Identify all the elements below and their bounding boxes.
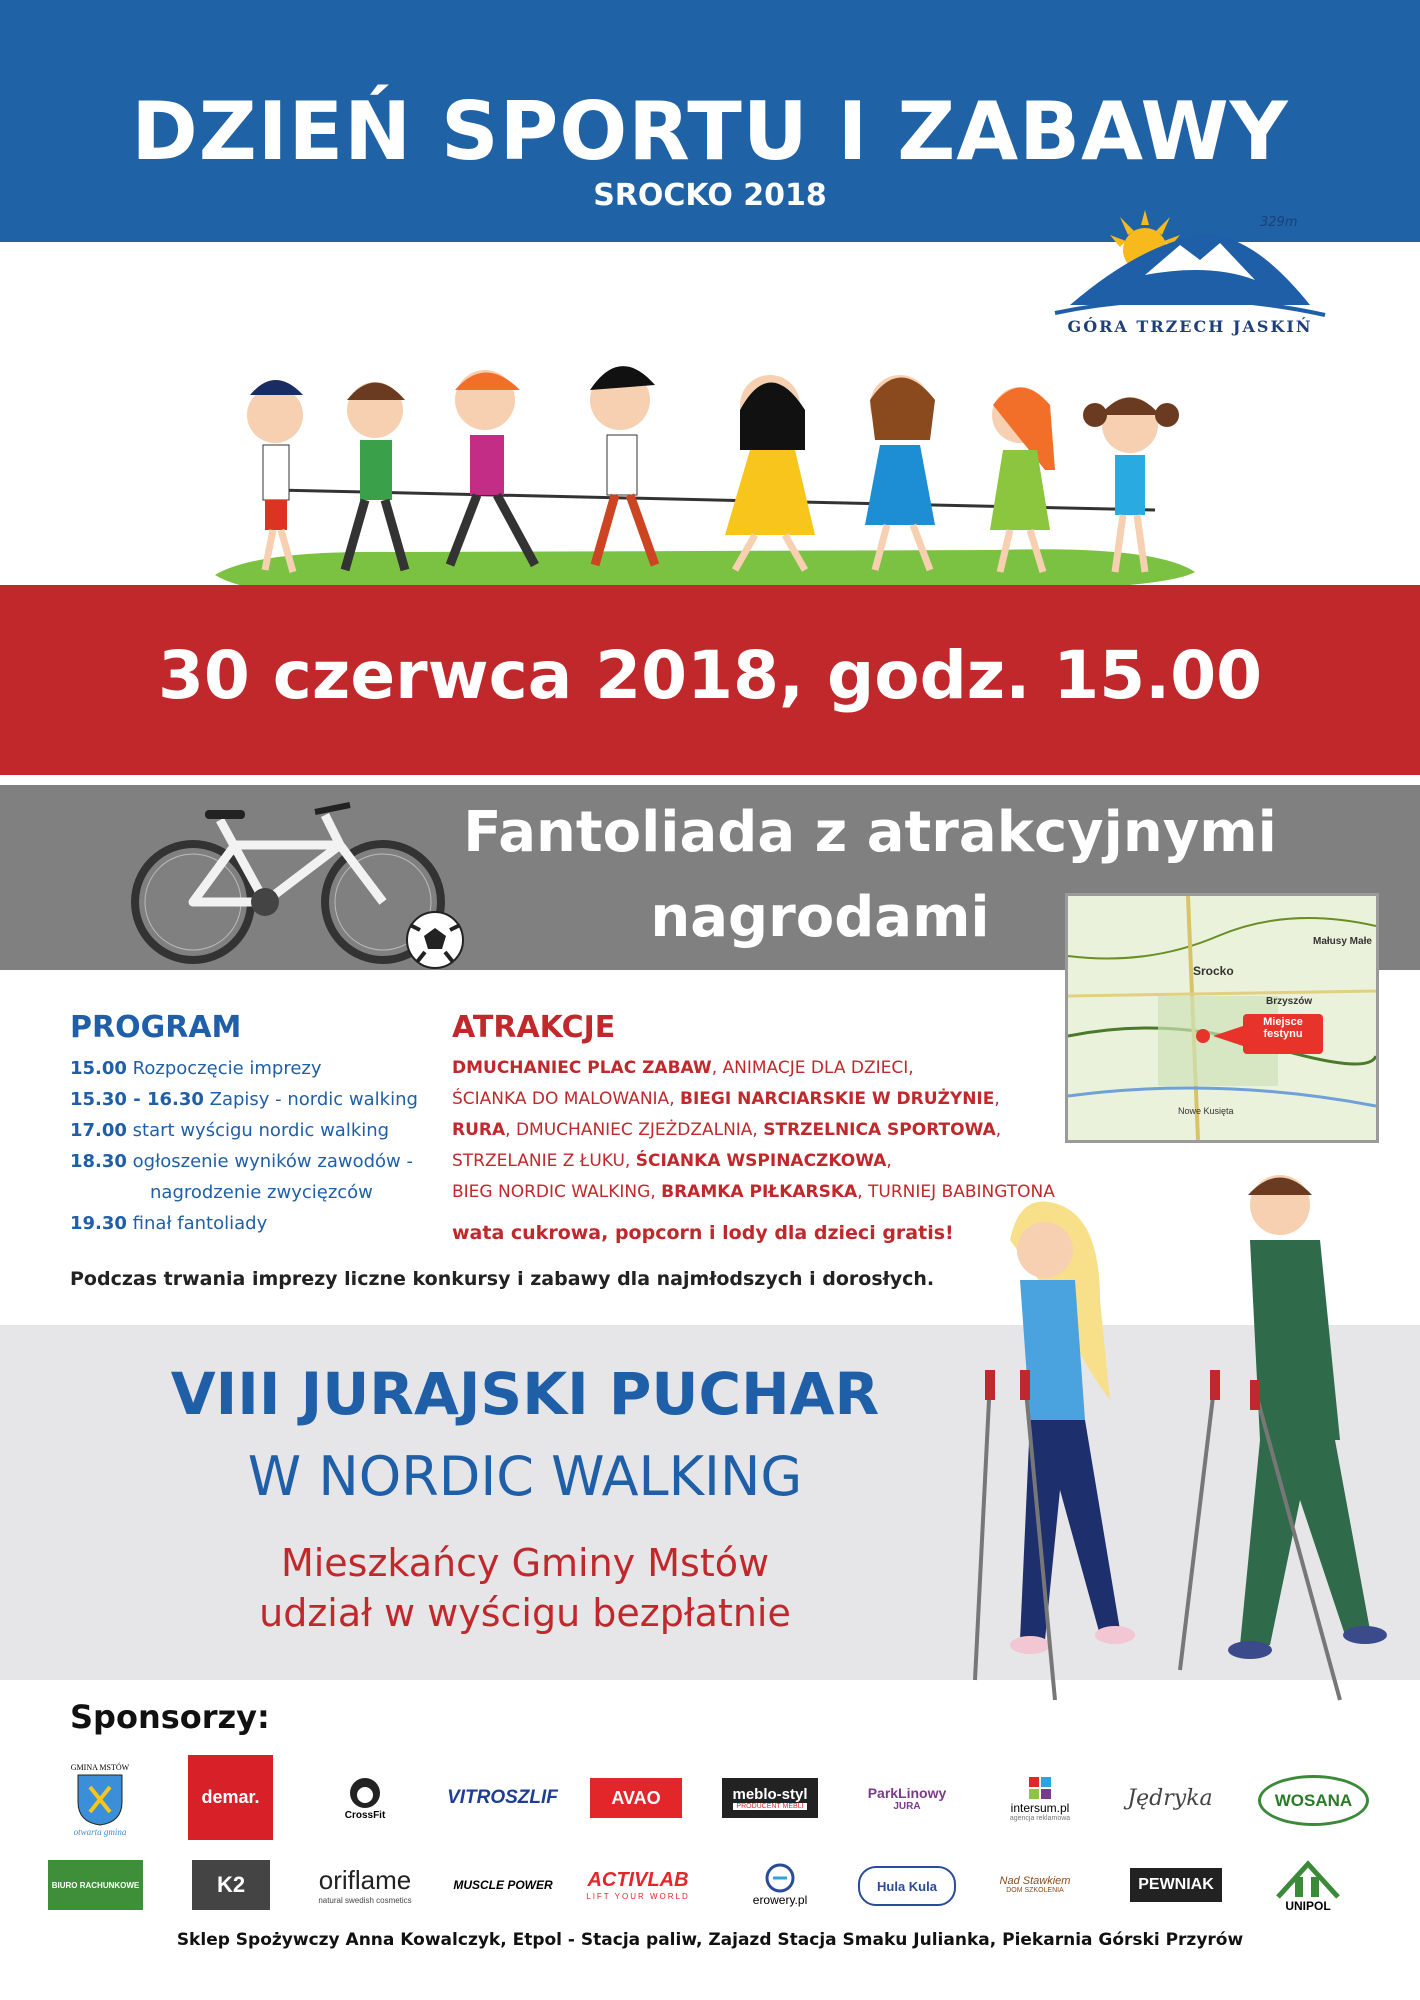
sponsor-nad-stawkiem: Nad Stawkiem DOM SZKOLENIA: [999, 1874, 1071, 1894]
atrakcje-line: BIEG NORDIC WALKING, BRAMKA PIŁKARSKA, TURNIEJ BABINGTONA: [452, 1182, 1055, 1202]
woman-walker-figure: [975, 1202, 1135, 1700]
kid-figure-5: [725, 375, 815, 570]
sponsor-unipol: UNIPOL: [1258, 1856, 1358, 1916]
atrakcje-line: STRZELANIE Z ŁUKU, ŚCIANKA WSPINACZKOWA,: [452, 1151, 892, 1171]
erowery-logo-icon: [765, 1863, 795, 1893]
sponsor-park-linowy: ParkLinowy JURA: [867, 1784, 947, 1812]
kid-figure-1: [247, 380, 303, 572]
sponsor-avao: AVAO: [590, 1778, 682, 1818]
sponsor-muscle-power: MUSCLE POWER: [453, 1878, 553, 1892]
cup-free-entry: Mieszkańcy Gminy Mstów udział w wyścigu bezpłatnie: [259, 1541, 791, 1635]
program-item: 17.00 start wyścigu nordic walking: [70, 1120, 390, 1141]
kid-figure-3: [450, 370, 535, 565]
sponsor-gmina-mstow: GMINA MSTÓW otwarta gmina: [70, 1763, 130, 1837]
date-banner: [0, 585, 1420, 775]
logo-text: GÓRA TRZECH JASKIŃ: [1067, 317, 1313, 336]
atrakcje-line: ŚCIANKA DO MALOWANIA, BIEGI NARCIARSKIE W DRUŻYNIE,: [452, 1089, 1000, 1109]
sponsor-demar: demar.: [188, 1755, 273, 1840]
sponsor-meblo-styl: meblo-styl PRODUCENT MEBLI: [722, 1778, 818, 1818]
kid-figure-8: [1083, 397, 1179, 572]
gratis-note: wata cukrowa, popcorn i lody dla dzieci gratis!: [452, 1222, 954, 1244]
cup-subtitle: W NORDIC WALKING: [247, 1445, 803, 1508]
sponsor-k2: K2: [192, 1860, 270, 1910]
kid-figure-6: [865, 375, 935, 570]
atrakcje-line: DMUCHANIEC PLAC ZABAW, ANIMACJE DLA DZIECI,: [452, 1058, 914, 1078]
sponsor-crossfit: CrossFit: [335, 1768, 395, 1828]
man-walker-figure: [1180, 1175, 1387, 1700]
atrakcje-heading: ATRAKCJE: [452, 1010, 616, 1045]
sponsor-pewniak: PEWNIAK: [1130, 1868, 1222, 1902]
page-subtitle: SROCKO 2018: [593, 178, 827, 213]
atrakcje-line: RURA, DMUCHANIEC ZJEŻDZALNIA, STRZELNICA SPORTOWA,: [452, 1120, 1002, 1140]
map-marker-label: Miejsce festynu: [1263, 1016, 1303, 1040]
sponsor-erowery: erowery.pl: [740, 1856, 820, 1914]
fantoliada-line1: Fantoliada z atrakcyjnymi: [463, 800, 1277, 865]
sponsor-biuro-rachunkowe: BIURO RACHUNKOWE: [48, 1860, 143, 1910]
program-item: nagrodzenie zwycięzców: [150, 1182, 373, 1203]
program-item: 19.30 finał fantoliady: [70, 1213, 268, 1234]
sponsor-oriflame: oriflame natural swedish cosmetics: [318, 1865, 412, 1905]
sponsors-heading: Sponsorzy:: [70, 1698, 270, 1736]
nordic-walkers-illustration: [950, 1160, 1390, 1720]
sponsor-hula-kula: Hula Kula: [858, 1866, 956, 1906]
program-item: 15.00 Rozpoczęcie imprezy: [70, 1058, 322, 1079]
event-date: 30 czerwca 2018, godz. 15.00: [157, 637, 1263, 714]
fantoliada-line2: nagrodami: [650, 885, 990, 950]
map-label: Małusy Małe: [1313, 936, 1372, 947]
kid-figure-4: [590, 366, 655, 565]
bicycle-icon: [135, 805, 441, 960]
kids-tug-of-war-illustration: [215, 360, 1215, 620]
sponsor-activlab: ACTIVLAB LIFT YOUR WORLD: [586, 1869, 690, 1901]
program-section: [70, 1010, 470, 1239]
gora-trzech-jaskin-logo: [1050, 205, 1330, 350]
altitude-label: 329m: [1260, 215, 1298, 230]
program-item: 18.30 ogłoszenie wyników zawodów -: [70, 1151, 413, 1172]
kid-figure-2: [345, 382, 405, 570]
map-label: Brzyszów: [1266, 996, 1313, 1007]
sponsor-jedryka: Jędryka: [1127, 1785, 1213, 1811]
map-label: Srocko: [1193, 964, 1234, 978]
intersum-logo-icon: [1027, 1775, 1053, 1801]
contests-note: Podczas trwania imprezy liczne konkursy i zabawy dla najmłodszych i dorosłych.: [70, 1268, 935, 1290]
cup-title: VIII JURAJSKI PUCHAR: [170, 1360, 880, 1428]
sponsor-intersum: intersum.pl agencja reklamowa: [1000, 1770, 1080, 1826]
sponsor-wosana: WOSANA: [1258, 1775, 1369, 1826]
kid-figure-7: [990, 387, 1055, 572]
program-item: 15.30 - 16.30 Zapisy - nordic walking: [70, 1089, 418, 1110]
unipol-logo-icon: [1273, 1859, 1343, 1899]
program-heading: PROGRAM: [70, 1010, 242, 1045]
coat-of-arms-icon: [75, 1772, 125, 1827]
page-title: DZIEŃ SPORTU I ZABAWY: [131, 85, 1289, 178]
lion-icon: [348, 1776, 382, 1810]
map-label: Nowe Kusięta: [1178, 1106, 1234, 1116]
sponsor-vitroszlif: VITROSZLIF: [447, 1787, 558, 1808]
bicycle-ball-illustration: [125, 790, 475, 970]
event-location-map: [1065, 893, 1379, 1143]
footer-sponsors-text: Sklep Spożywczy Anna Kowalczyk, Etpol - Stacja paliw, Zajazd Stacja Smaku Julianka, Piekarnia Górski Przyrów: [176, 1930, 1244, 1950]
soccer-ball-icon: [407, 912, 463, 968]
